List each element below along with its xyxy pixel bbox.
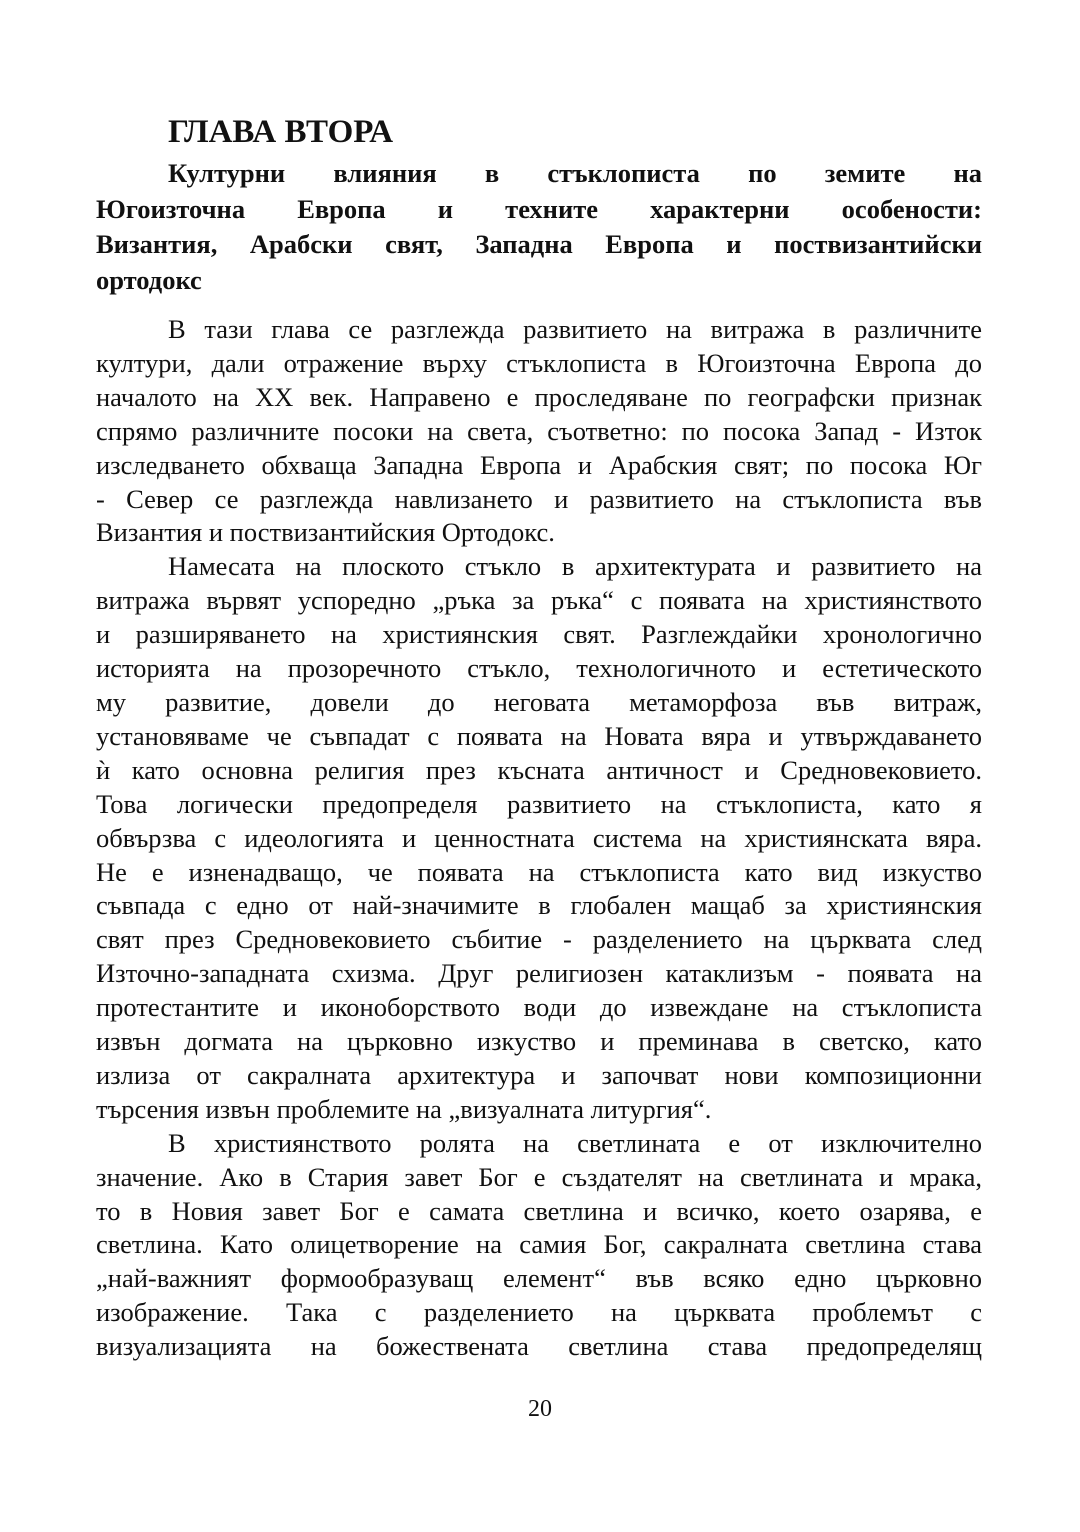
text-line: Намесата на плоското стъкло в архитектурата и развитието на bbox=[168, 551, 982, 582]
text-line: В християнството ролята на светлината е от изключително bbox=[168, 1127, 982, 1158]
paragraph-1 bbox=[96, 313, 982, 550]
text-line: Източно-западната схизма. Друг религиозен катаклизъм - появата на bbox=[96, 958, 982, 989]
chapter-subtitle bbox=[96, 156, 982, 298]
text-line: спрямо различните посоки на света, съответно: по посока Запад - Изток bbox=[96, 415, 982, 446]
text-line: Византия и поствизантийския Ортодокс. bbox=[96, 517, 555, 548]
page-number: 20 bbox=[528, 1396, 552, 1422]
text-line: историята на прозоречното стъкло, технологичното и естетическото bbox=[96, 653, 982, 684]
text-line: витража вървят успоредно „ръка за ръка“ с появата на християнството bbox=[96, 585, 982, 616]
subtitle-line: Културни влияния в стъклописта по земите на bbox=[168, 158, 982, 188]
subtitle-line: ортодокс bbox=[96, 264, 202, 295]
text-line: В тази глава се разглежда развитието на витража в различните bbox=[168, 314, 982, 344]
text-line: протестантите и иконоборството води до извеждане на стъклописта bbox=[96, 992, 982, 1023]
text-line: култури, дали отражение върху стъклописта в Югоизточна Европа до bbox=[96, 347, 982, 378]
text-line: „най-важният формообразуващ елемент“ във всяко едно църковно bbox=[96, 1263, 982, 1294]
text-line: визуализацията на божествената светлина става предопределящ bbox=[96, 1331, 982, 1362]
text-line: - Север се разглежда навлизането и развитието на стъклописта във bbox=[96, 483, 982, 514]
text-line: установяваме че съвпадат с появата на Новата вяра и утвърждаването bbox=[96, 720, 982, 751]
text-line: изследването обхваща Западна Европа и Арабския свят; по посока Юг bbox=[96, 449, 982, 480]
paragraph-3 bbox=[96, 1127, 982, 1364]
text-line: ѝ като основна религия през късната античност и Средновековието. bbox=[96, 754, 982, 785]
body-text bbox=[96, 313, 982, 1364]
text-line: Не е изненадващо, че появата на стъклописта като вид изкуство bbox=[96, 856, 982, 887]
text-line: излиза от сакралната архитектура и започват нови композиционни bbox=[96, 1059, 982, 1090]
text-line: търсения извън проблемите на „визуалната литургия“. bbox=[96, 1093, 712, 1124]
text-line: съвпада с едно от най-значимите в глобален мащаб за християнския bbox=[96, 890, 982, 921]
paragraph-2 bbox=[96, 550, 982, 1126]
text-line: светлина. Като олицетворение на самия Бог, сакралната светлина става bbox=[96, 1229, 982, 1260]
text-line: Това логически предопределя развитието на стъклописта, като я bbox=[96, 788, 982, 819]
subtitle-line: Югоизточна Европа и техните характерни особености: bbox=[96, 193, 982, 224]
text-line: обвързва с идеологията и ценностната система на християнската вяра. bbox=[96, 822, 982, 853]
subtitle-line: Византия, Арабски свят, Западна Европа и поствизантийски bbox=[96, 229, 982, 259]
text-line: то в Новия завет Бог е самата светлина и всичко, което озарява, е bbox=[96, 1195, 982, 1226]
text-line: началото на XX век. Направено е проследяване по географски признак bbox=[96, 381, 982, 412]
text-line: изображение. Така с разделението на църквата проблемът с bbox=[96, 1297, 982, 1328]
chapter-title: ГЛАВА ВТОРА bbox=[168, 114, 394, 150]
text-line: и разширяването на християнския свят. Разглеждайки хронологично bbox=[96, 619, 982, 650]
text-line: свят през Средновековието събитие - разделението на църквата след bbox=[96, 924, 982, 955]
text-line: му развитие, довели до неговата метаморфоза във витраж, bbox=[96, 686, 982, 717]
text-line: извън догмата на църковно изкуство и преминава в светско, като bbox=[96, 1026, 982, 1057]
text-line: значение. Ако в Стария завет Бог е създателят на светлината и мрака, bbox=[96, 1161, 982, 1192]
